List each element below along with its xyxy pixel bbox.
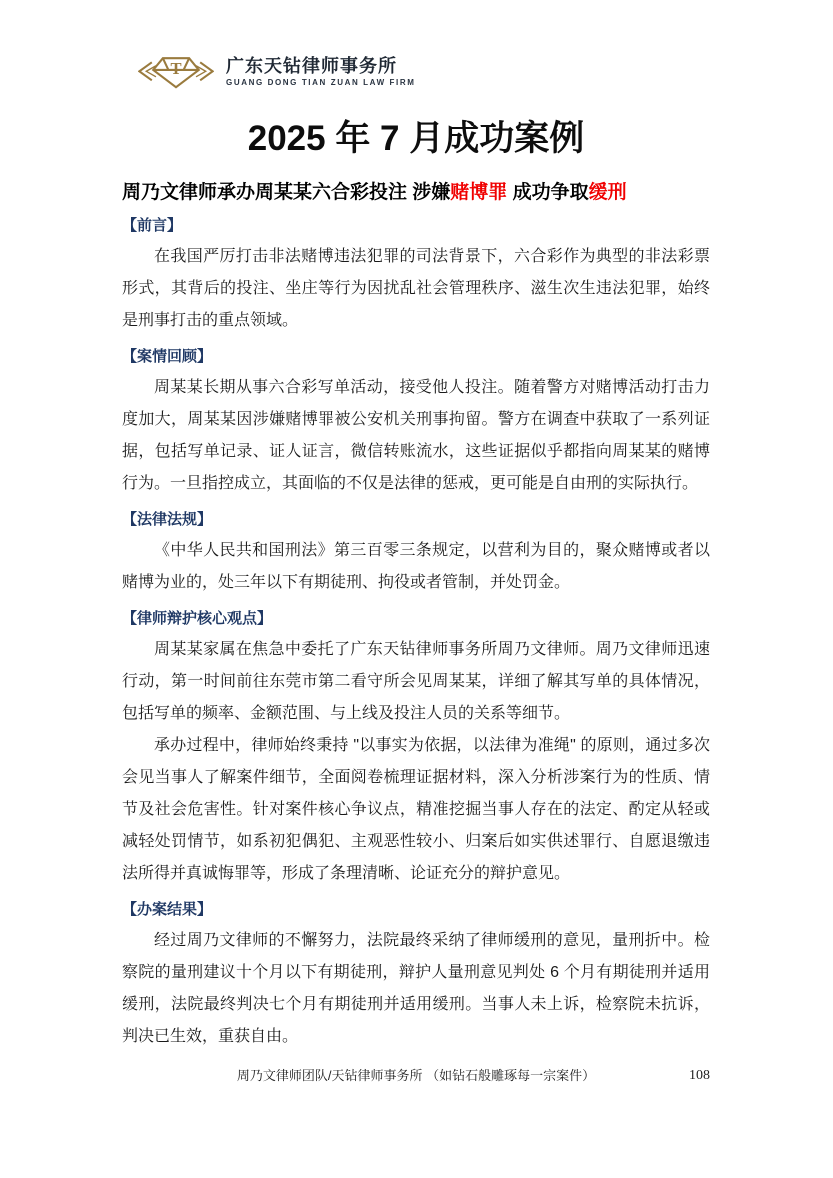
section-laws	[122, 510, 710, 599]
law-firm-name-cn: 广东天钻律师事务所	[226, 56, 397, 76]
page-title: 2025 年 7 月成功案例	[247, 119, 585, 158]
headline-probation-highlight: 缓刑	[588, 182, 627, 203]
headline-segment-2: 成功争取	[507, 182, 589, 203]
law-firm-name-en: GUANG DONG TIAN ZUAN LAW FIRM	[226, 78, 416, 87]
paragraph: 经过周乃文律师的不懈努力，法院最终采纳了律师缓刑的意见，量刑折中。检察院的量刑建议十个月以下有期徒刑，辩护人量刑意见判处 6 个月有期徒刑并适用缓刑，法院最终判决七个月有期徒刑并适用缓刑。当事人未上诉，检察院未抗诉，判决已生效，重获自由。	[122, 932, 710, 1045]
section-defense-points	[122, 609, 710, 890]
section-header-preface: 【前言】	[122, 217, 183, 234]
case-headline	[122, 180, 710, 206]
section-header-defense-points: 【律师辩护核心观点】	[122, 610, 273, 627]
headline-crime-highlight: 赌博罪	[450, 182, 508, 203]
paragraph: 承办过程中，律师始终秉持 "以事实为依据，以法律为准绳" 的原则，通过多次会见当事人了解案件细节，全面阅卷梳理证据材料，深入分析涉案行为的性质、情节及社会危害性。针对案件核心争议点，精准挖掘当事人存在的法定、酌定从轻或减轻处罚情节，如系初犯偶犯、主观恶性较小、归案后如实供述罪行、自愿退缴违法所得并真诚悔罪等，形成了条理清晰、论证充分的辩护意见。	[122, 737, 710, 882]
law-firm-name-block	[226, 56, 416, 88]
headline-segment-1: 周乃文律师承办周某某六合彩投注 涉嫌	[122, 182, 451, 203]
section-preface	[122, 216, 710, 337]
paragraph: 《中华人民共和国刑法》第三百零三条规定，以营利为目的，聚众赌博或者以赌博为业的，处三年以下有期徒刑、拘役或者管制，并处罚金。	[122, 542, 710, 591]
section-header-case-result: 【办案结果】	[122, 901, 213, 918]
law-firm-logo	[138, 46, 710, 98]
page-number: 108	[689, 1068, 710, 1083]
section-case-review	[122, 347, 710, 500]
page-footer	[122, 1066, 710, 1086]
footer-text: 周乃文律师团队/天钻律师事务所 （如钻石般雕琢每一宗案件）	[236, 1068, 596, 1083]
section-case-result	[122, 900, 710, 1053]
svg-text:T: T	[170, 59, 182, 79]
paragraph: 周某某长期从事六合彩写单活动，接受他人投注。随着警方对赌博活动打击力度加大，周某某因涉嫌赌博罪被公安机关刑事拘留。警方在调查中获取了一系列证据，包括写单记录、证人证言，微信转账流水，这些证据似乎都指向周某某的赌博行为。一旦指控成立，其面临的不仅是法律的惩戒，更可能是自由刑的实际执行。	[122, 379, 710, 492]
paragraph: 在我国严厉打击非法赌博违法犯罪的司法背景下，六合彩作为典型的非法彩票形式，其背后的投注、坐庄等行为因扰乱社会管理秩序、滋生次生违法犯罪，始终是刑事打击的重点领域。	[122, 248, 710, 329]
section-header-laws: 【法律法规】	[122, 511, 213, 528]
section-header-case-review: 【案情回顾】	[122, 348, 213, 365]
diamond-gem-logo-icon	[138, 48, 214, 96]
paragraph: 周某某家属在焦急中委托了广东天钻律师事务所周乃文律师。周乃文律师迅速行动，第一时间前往东莞市第二看守所会见周某某，详细了解其写单的具体情况，包括写单的频率、金额范围、与上线及投注人员的关系等细节。	[122, 641, 710, 722]
